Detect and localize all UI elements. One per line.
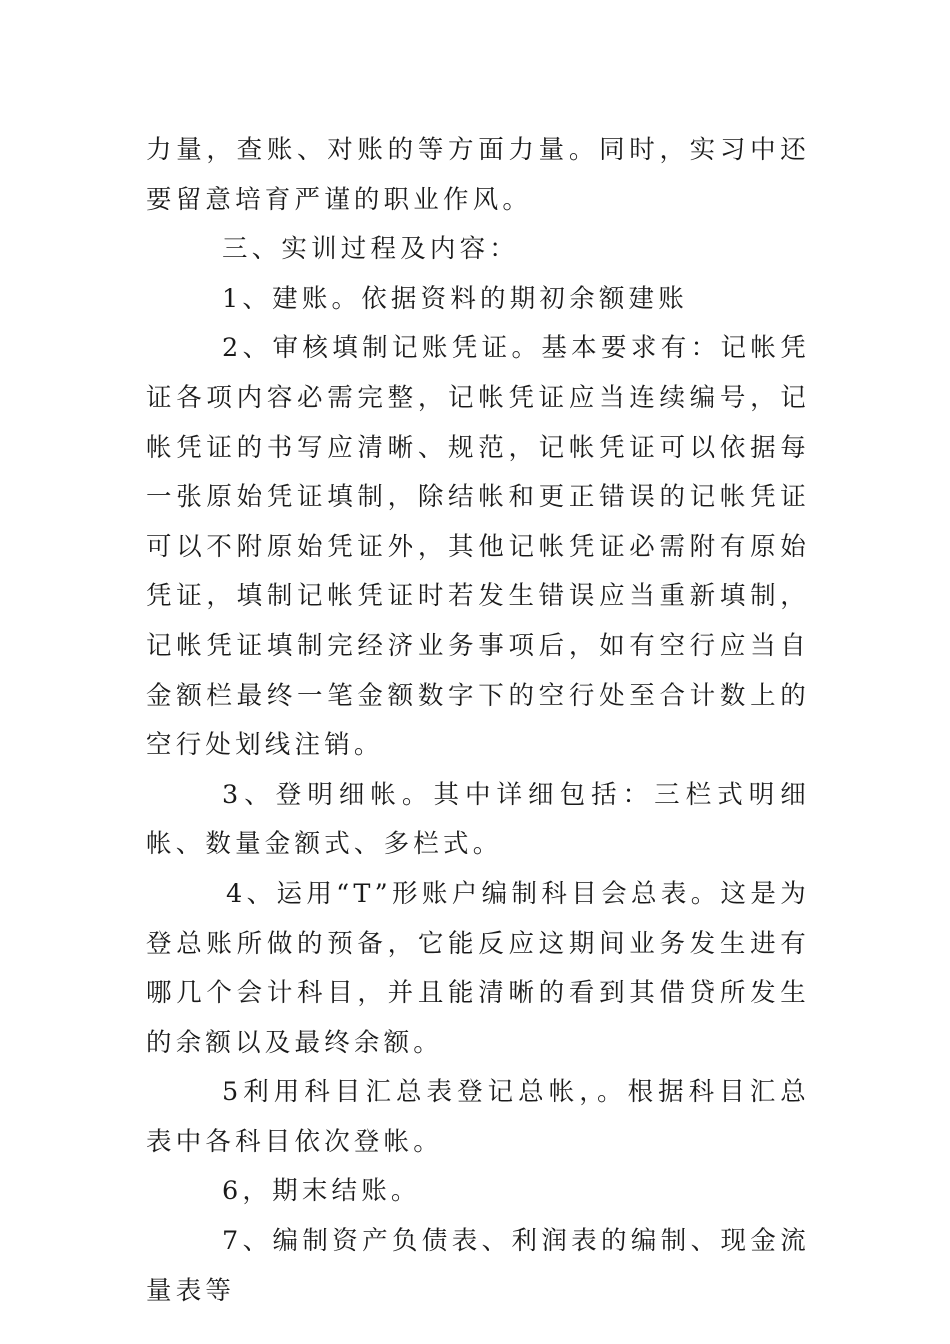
- paragraph-step-3: 3、登明细帐。其中详细包括：三栏式明细帐、数量金额式、多栏式。: [146, 779, 810, 860]
- paragraph-step-1: 1、建账。依据资料的期初余额建账: [222, 283, 688, 314]
- document-body: [146, 126, 810, 1316]
- section-heading-training-process: 三、实训过程及内容：: [222, 234, 520, 265]
- paragraph-continued-text: 力量，查账、对账的等方面力量。同时，实习中还要留意培育严谨的职业作风。: [146, 135, 810, 215]
- paragraph-step-5: 5利用科目汇总表登记总帐，。根据科目汇总表中各科目依次登帐。: [146, 1077, 810, 1157]
- paragraph-step-6: 6，期末结账。: [222, 1176, 421, 1207]
- paragraph-step-2: 2、审核填制记账凭证。基本要求有：记帐凭证各项内容必需完整，记帐凭证应当连续编号，记帐凭证的书写应清晰、规范，记帐凭证可以依据每一张原始凭证填制，除结帐和更正错误的记帐凭证可以不附原始凭证外，其他记帐凭证必需附有原始凭证，填制记帐凭证时若发生错误应当重新填制，记帐凭证填制完经济业务事项后，如有空行应当自金额栏最终一笔金额数字下的空行处至合计数上的空行处划线注销。: [146, 333, 810, 761]
- paragraph-step-4: 4、运用“T”形账户编制科目会总表。这是为登总账所做的预备，它能反应这期间业务发生进有哪几个会计科目，并且能清晰的看到其借贷所发生的余额以及最终余额。: [146, 878, 810, 1058]
- paragraph-step-7: 7、编制资产负债表、利润表的编制、现金流量表等: [146, 1226, 810, 1306]
